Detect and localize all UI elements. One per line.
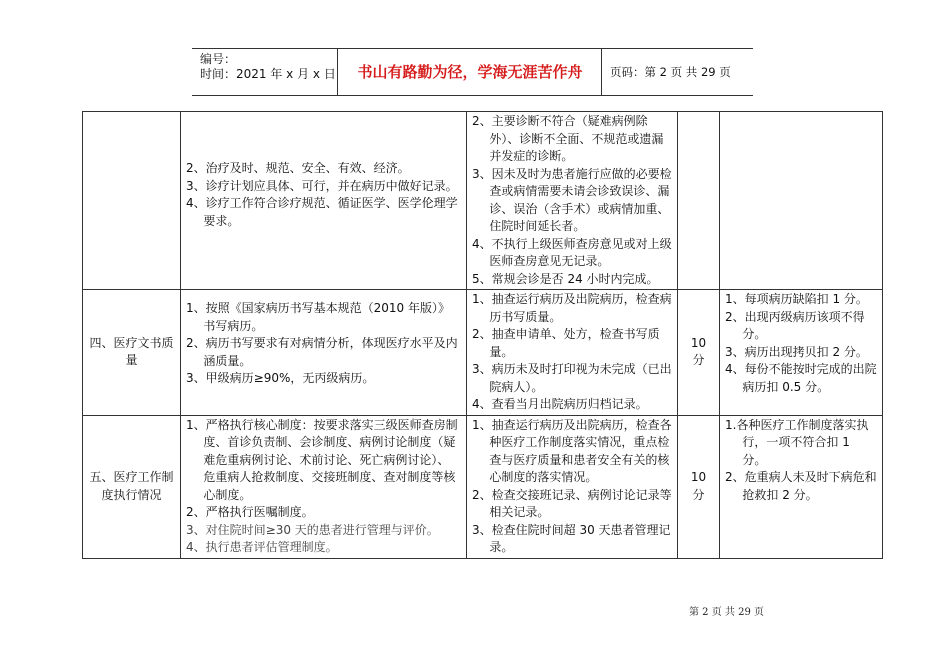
deduction-item: 1、每项病历缺陷扣 1 分。 — [725, 292, 868, 306]
deduction-item: 4、每份不能按时完成的出院病历扣 0.5 分。 — [725, 362, 877, 394]
table-row — [83, 112, 883, 290]
method-item: 4、查看当月出院病历归档记录。 — [472, 397, 648, 411]
method-item: 2、抽查申请单、处方，检查书写质量。 — [472, 327, 660, 359]
score-cell — [678, 112, 720, 290]
method-item: 5、常规会诊是否 24 小时内完成。 — [472, 271, 659, 286]
category-cell: 五、医疗工作制度执行情况 — [83, 415, 181, 558]
score-cell: 10 分 — [678, 290, 720, 416]
document-number-label: 编号： — [200, 52, 237, 66]
method-item: 3、检查住院时间超 30 天患者管理记录。 — [472, 522, 671, 554]
evaluation-table — [82, 111, 883, 559]
method-item: 3、病历未及时打印视为未完成（已出院病人）。 — [472, 362, 672, 394]
document-date: 时间：2021 年 x 月 x 日 — [200, 67, 336, 81]
standard-item: 2、病历书写要求有对病情分析，体现医疗水平及内涵质量。 — [186, 336, 458, 368]
header-motto: 书山有路勤为径，学海无涯苦作舟 — [339, 49, 602, 95]
standard-item: 2、治疗及时、规范、安全、有效、经济。 — [186, 161, 410, 175]
standard-cell — [181, 415, 467, 558]
category-cell — [83, 112, 181, 290]
standard-item: 3、对住院时间≥30 天的患者进行管理与评价。 — [186, 522, 439, 537]
method-item: 1、抽查运行病历及出院病历，检查病历书写质量。 — [472, 292, 672, 324]
header-meta — [192, 49, 338, 95]
deduction-cell — [720, 415, 883, 558]
deduction-item: 2、出现丙级病历该项不得分。 — [725, 309, 865, 341]
standard-item: 1、按照《国家病历书写基本规范（2010 年版）》书写病历。 — [186, 301, 450, 333]
method-cell — [467, 415, 678, 558]
method-item: 2、检查交接班记录、病例讨论记录等相关记录。 — [472, 487, 672, 519]
page-header — [192, 48, 753, 96]
standard-item: 2、严格执行医嘱制度。 — [186, 505, 314, 519]
method-cell — [467, 112, 678, 290]
page-footer: 第 2 页 共 29 页 — [689, 607, 764, 618]
score-cell: 10 分 — [678, 415, 720, 558]
method-item: 1、抽查运行病历及出院病历，检查各种医疗工作制度落实情况，重点检查与医疗质量和患者安全有关的核心制度的落实情况。 — [472, 417, 672, 484]
deduction-cell — [720, 290, 883, 416]
standard-item: 4、执行患者评估管理制度。 — [186, 540, 338, 554]
table-row — [83, 415, 883, 558]
table-row — [83, 290, 883, 416]
method-cell — [467, 290, 678, 416]
method-item: 4、不执行上级医师查房意见或对上级医师查房意见无记录。 — [472, 236, 672, 268]
category-cell: 四、医疗文书质量 — [83, 290, 181, 416]
header-page-number: 页码：第 2 页 共 29 页 — [610, 65, 731, 79]
standard-item: 3、甲级病历≥90%，无丙级病历。 — [186, 371, 375, 385]
standard-cell — [181, 290, 467, 416]
standard-item: 4、诊疗工作符合诊疗规范、循证医学、医学伦理学要求。 — [186, 196, 458, 228]
deduction-item: 1.各种医疗工作制度落实执行，一项不符合扣 1 分。 — [725, 417, 869, 467]
deduction-item: 3、病历出现拷贝扣 2 分。 — [725, 344, 868, 359]
method-item: 2、主要诊断不符合（疑难病例除外）、诊断不全面、不规范或遗漏并发症的诊断。 — [472, 114, 664, 163]
deduction-cell — [720, 112, 883, 290]
method-item: 3、因未及时为患者施行应做的必要检查或病情需要未请会诊致误诊、漏诊、误治（含手术）或病情加重、住院时间延长者。 — [472, 166, 672, 233]
standard-item: 1、严格执行核心制度：按要求落实三级医师查房制度、首诊负责制、会诊制度、病例讨论制度（疑难危重病例讨论、术前讨论、死亡病例讨论）、危重病人抢救制度、交接班制度、查对制度等核心制度。 — [186, 417, 458, 502]
standard-cell — [181, 112, 467, 290]
standard-item: 3、诊疗计划应具体、可行，并在病历中做好记录。 — [186, 178, 458, 193]
deduction-item: 2、危重病人未及时下病危和抢救扣 2 分。 — [725, 470, 877, 502]
